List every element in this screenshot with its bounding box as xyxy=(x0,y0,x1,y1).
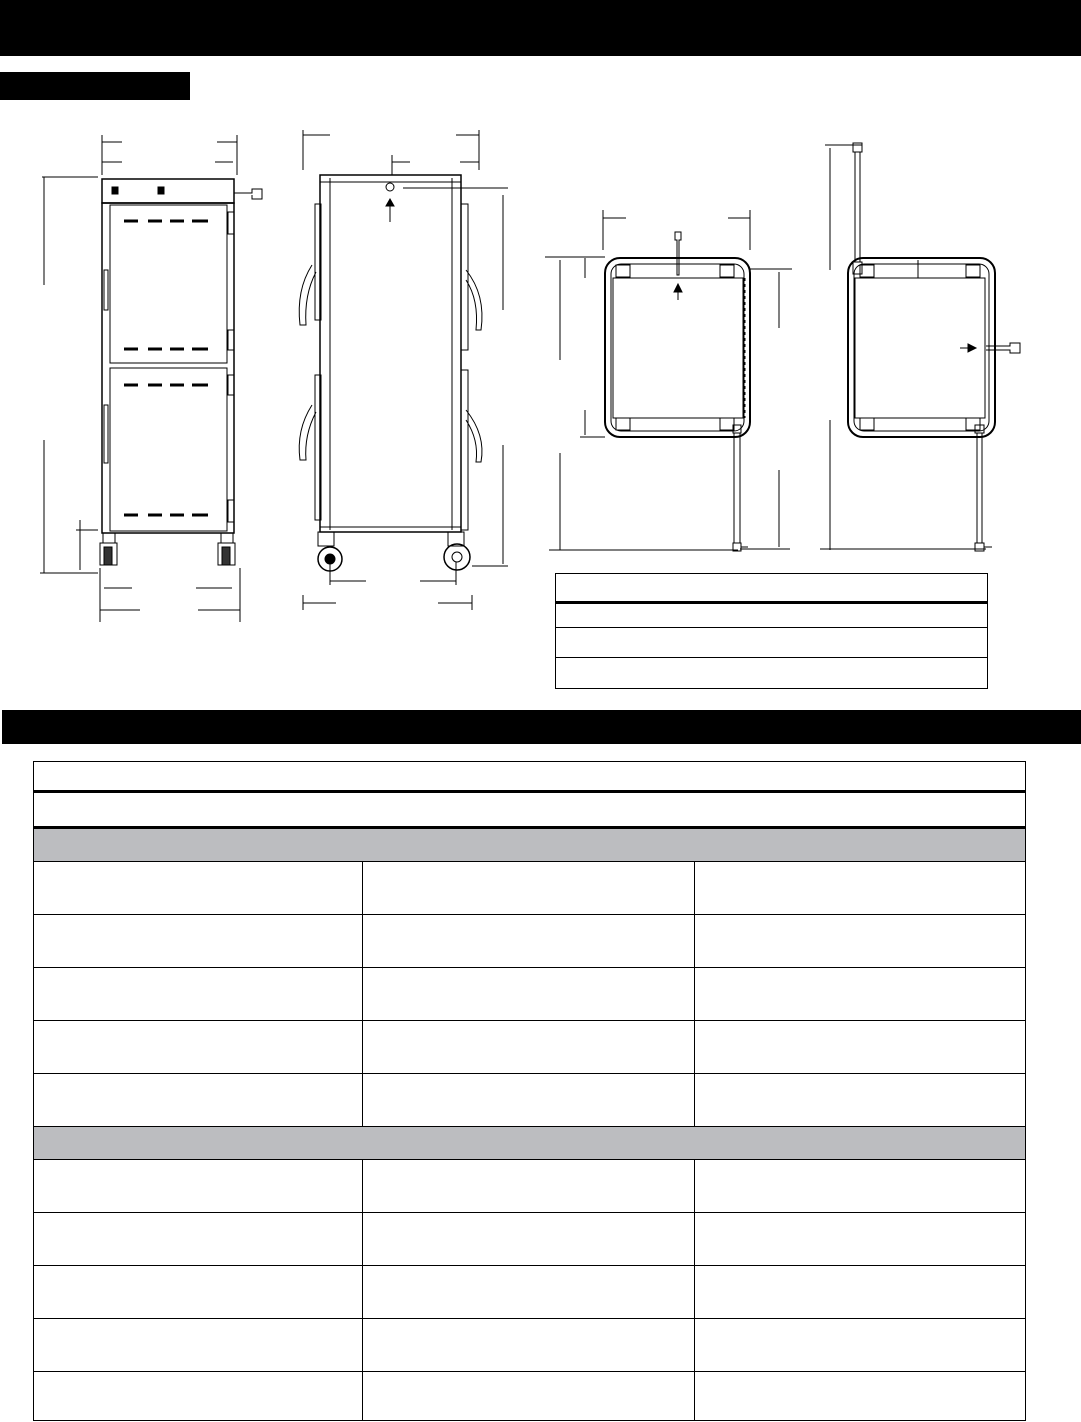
front-view-drawing xyxy=(40,135,262,622)
spec-table-title-row xyxy=(34,762,1025,793)
table-row xyxy=(34,1021,1025,1074)
dimension-table-row xyxy=(556,604,987,628)
section-tab xyxy=(0,72,190,100)
dimension-table-row xyxy=(556,628,987,658)
table-row xyxy=(34,862,1025,915)
table-row xyxy=(34,915,1025,968)
section-header-bar xyxy=(2,710,1081,744)
table-row xyxy=(34,1213,1025,1266)
dimension-table-header xyxy=(556,574,987,604)
table-row xyxy=(34,968,1025,1021)
spec-group-header xyxy=(34,1127,1025,1160)
table-row xyxy=(34,1074,1025,1127)
specification-table xyxy=(33,761,1026,1421)
dimension-table-row xyxy=(556,658,987,688)
dimension-table xyxy=(555,573,988,689)
table-row xyxy=(34,1160,1025,1213)
top-view-alt-drawing xyxy=(820,143,1020,551)
top-header-bar xyxy=(0,0,1081,56)
table-row xyxy=(34,1369,1025,1420)
table-row xyxy=(34,1266,1025,1319)
top-view-drawing xyxy=(545,210,792,551)
table-row xyxy=(34,1319,1025,1372)
spec-table-subtitle-row xyxy=(34,793,1025,829)
spec-group-header xyxy=(34,829,1025,862)
side-view-drawing xyxy=(299,130,508,610)
